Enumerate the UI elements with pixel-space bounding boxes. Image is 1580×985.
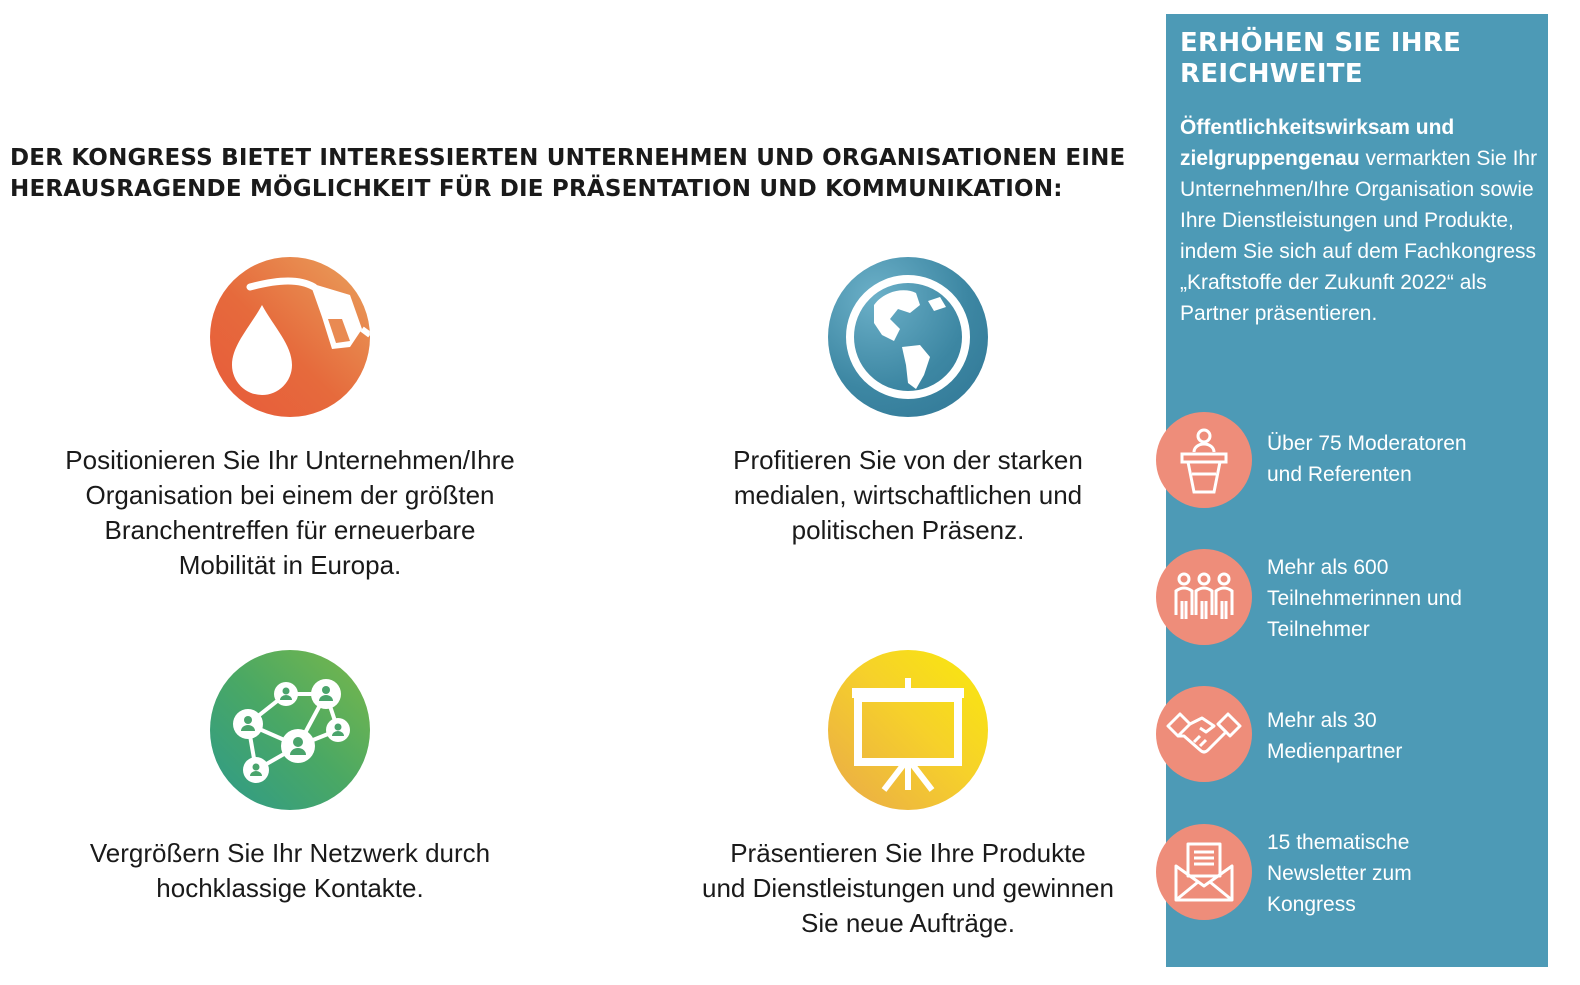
sidebar-intro (1180, 112, 1540, 329)
fuel-drop-icon (210, 257, 370, 417)
reach-sidebar (1166, 14, 1548, 967)
headline: DER KONGRESS BIETET INTERESSIERTEN UNTERNEHMEN UND ORGANISATIONEN EINE HERAUSRAGENDE MÖGLICHKEIT FÜR DIE PRÄSENTATION UND KOMMUNIKATION: (10, 145, 1126, 202)
stat-text: Mehr als 600 Teilnehmerinnen und Teilnehmer (1267, 556, 1462, 641)
stat-newsletters (1156, 824, 1546, 924)
people-group-icon (1156, 549, 1252, 645)
stat-text: 15 thematische Newsletter zum Kongress (1267, 831, 1412, 916)
stat-text: Mehr als 30 Medienpartner (1267, 709, 1403, 763)
feature-text: Vergrößern Sie Ihr Netzwerk durch hochklassige Kontakte. (89, 838, 491, 903)
network-icon (210, 650, 370, 810)
stat-media-partners (1156, 686, 1546, 786)
feature-text: Profitieren Sie von der starken medialen, wirtschaftlichen und politischen Präsenz. (733, 445, 1083, 545)
sidebar-title: ERHÖHEN SIE IHRE REICHWEITE (1180, 28, 1462, 89)
feature-text: Positionieren Sie Ihr Unternehmen/Ihre Organisation bei einem der größten Branchentreffen für erneuerbare Mobilität in Europa. (65, 445, 515, 580)
stat-speakers (1156, 412, 1546, 512)
speaker-podium-icon (1156, 412, 1252, 508)
feature-positioning (10, 257, 570, 583)
feature-text: Präsentieren Sie Ihre Produkte und Dienstleistungen und gewinnen Sie neue Aufträge. (702, 838, 1114, 938)
presentation-board-icon (828, 650, 988, 810)
stat-participants (1156, 549, 1546, 649)
feature-presentation (628, 650, 1188, 941)
feature-network (10, 650, 570, 906)
handshake-icon (1156, 686, 1252, 782)
sidebar-intro-text: vermarkten Sie Ihr Unternehmen/Ihre Organisation sowie Ihre Dienstleistungen und Produkte, indem Sie sich auf dem Fachkongress „Kraftstoffe der Zukunft 2022“ als Partner präsentieren. (1180, 147, 1538, 325)
newsletter-envelope-icon (1156, 824, 1252, 920)
stat-text: Über 75 Moderatoren und Referenten (1267, 432, 1467, 486)
feature-media-presence (628, 257, 1188, 548)
sidebar-intro-bold: Öffentlichkeitswirksam und zielgruppengenau (1180, 116, 1455, 170)
globe-icon (828, 257, 988, 417)
